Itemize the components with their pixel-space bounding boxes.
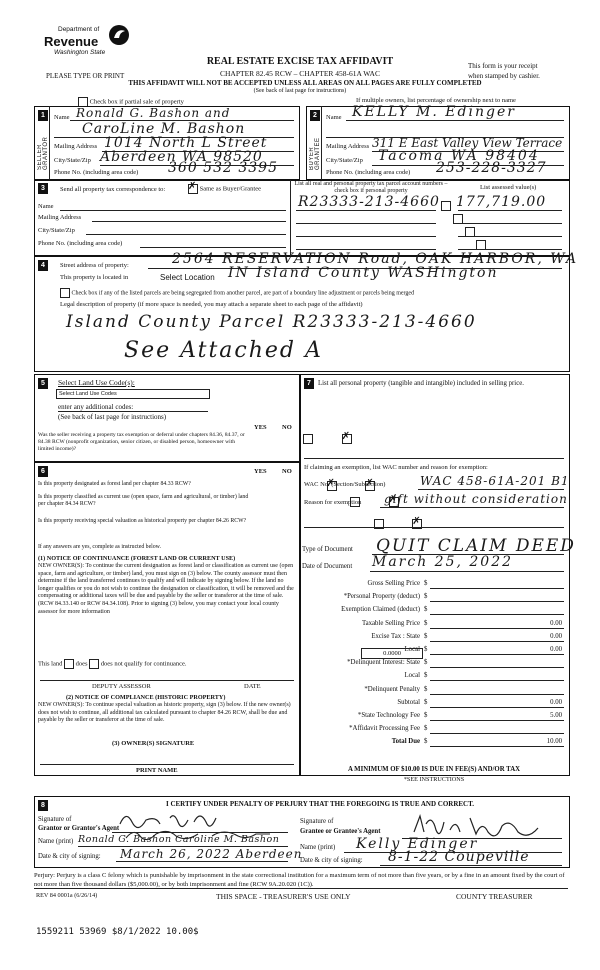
personal-property-checkbox-1[interactable]: [441, 201, 451, 211]
tax-row-value[interactable]: 5.00: [550, 712, 562, 719]
treasurer-space-label: THIS SPACE - TREASURER'S USE ONLY: [216, 892, 351, 901]
form-chapter: CHAPTER 82.45 RCW – CHAPTER 458-61A WAC: [220, 69, 380, 78]
document-date-label: Date of Document: [302, 563, 353, 570]
treasurer-stamp: 1559211 53969 $8/1/2022 10.00$: [36, 927, 199, 937]
does-label: does: [75, 660, 88, 668]
located-label: This property is located in: [60, 274, 129, 281]
parcel-number[interactable]: R23333-213-4660: [298, 194, 440, 210]
same-as-buyer-label: Same as Buyer/Grantee: [199, 185, 261, 193]
tax-row-line: [430, 667, 564, 668]
grantee-sig-label2: Grantee or Grantee's Agent: [300, 828, 381, 835]
dept-line3: Washington State: [54, 49, 106, 56]
grantor-date-label: Date & city of signing:: [38, 853, 101, 860]
tax-row-label: *Affidavit Processing Fee: [349, 725, 420, 733]
tax-row-line: [430, 694, 564, 695]
deputy-date-label: DATE: [244, 683, 261, 690]
buyer-grantee-label: BUYER GRANTEE: [309, 137, 321, 170]
tax-row-dollar: $: [424, 606, 428, 614]
tax-row-label: Excise Tax : State: [371, 632, 420, 640]
segregated-label: Check box if any of the listed parcels are being segregated from another parcel, are part of a boundary line adjustment or parcels being merged: [71, 290, 415, 297]
seller-city-label: City/State/Zip: [54, 157, 91, 164]
street-address[interactable]: 2564 RESERVATION Road, OAK HARBOR, WA: [172, 251, 579, 267]
designation-section: [34, 462, 300, 776]
tax-row-line: [430, 707, 564, 708]
multiple-owners-note: If multiple owners, list percentage of ownership next to name: [356, 97, 516, 104]
tax-row-line: [430, 746, 564, 747]
tax-row-line: [430, 654, 564, 655]
tax-row-value[interactable]: 0.00: [550, 698, 562, 706]
owner-signature-label: (3) OWNER(S) SIGNATURE: [112, 740, 195, 747]
buyer-name-label: Name: [326, 114, 342, 121]
send-correspondence-label: Send all property tax correspondence to:: [60, 186, 166, 193]
buyer-city[interactable]: Tacoma WA 98404: [378, 148, 540, 164]
tax-row-label: Subtotal: [397, 698, 420, 706]
personal-property-checkbox-2[interactable]: [453, 214, 463, 224]
notice-compliance-body: NEW OWNER(S): To continue special valuation as historic property, sign (3) below. If the new owner(s) does not wish to continue, all additional tax calculated pursuant to chapter 84.26 RCW, shall be due and payable by the seller or transferor at the time of sale.: [38, 702, 291, 724]
seller-mailing-label: Mailing Address: [54, 143, 98, 150]
does-checkbox[interactable]: [64, 659, 74, 669]
grantor-sig-label2: Grantor or Grantor's Agent: [38, 825, 120, 832]
grantee-date-city[interactable]: 8-1-22 Coupeville: [388, 849, 530, 865]
county-treasurer-label: COUNTY TREASURER: [456, 892, 533, 901]
section6-no-header: NO: [282, 468, 292, 475]
corr-phone-label: Phone No. (including area code): [38, 240, 123, 247]
parcel-header: List all real and personal property tax parcel account numbers – check box if personal property: [294, 181, 448, 194]
tax-row-line: [430, 720, 564, 721]
partial-sale-label: Check box if partial sale of property: [89, 98, 184, 106]
tax-row-label: *Delinquent Interest: State: [347, 659, 420, 667]
local-rate-input[interactable]: 0.0000: [361, 648, 423, 659]
tax-row-label: Local: [404, 646, 420, 653]
section-number-4: 4: [38, 260, 48, 271]
historic-question: Is this property receiving special valuation as historical property per chapter 84.26 RCW?: [38, 518, 247, 524]
does-not-label: does not qualify for continuance.: [100, 660, 187, 668]
legal-description-label: Legal description of property (if more space is needed, you may attach a separate sheet to each page of the affidavit): [60, 301, 363, 308]
perjury-notice: Perjury: Perjury is a class C felony which is punishable by imprisonment in the state correctional institution for a maximum term of not more than five years, or by a fine in an amount fixed by the court of not more than five thousand dollars ($5,000.00), or by both imprisonment and fine (RCW 9A.20.020 (1C)).: [34, 872, 565, 888]
grantor-sig-label1: Signature of: [38, 816, 72, 823]
document-type-label: Type of Document: [302, 546, 353, 553]
tax-row-line: [430, 588, 564, 589]
tax-row-label: Local: [404, 672, 420, 680]
tax-row-dollar: $: [424, 725, 428, 733]
wac-intro: If claiming an exemption, list WAC number and reason for exemption:: [304, 464, 488, 471]
legal-description-line1[interactable]: Island County Parcel R23333-213-4660: [66, 312, 477, 332]
buyer-phone[interactable]: 253-228-3327: [436, 160, 547, 176]
certify-statement: I CERTIFY UNDER PENALTY OF PERJURY THAT THE FOREGOING IS TRUE AND CORRECT.: [165, 800, 474, 808]
tax-row-line: [430, 628, 564, 629]
form-warning: THIS AFFIDAVIT WILL NOT BE ACCEPTED UNLESS ALL AREAS ON ALL PAGES ARE FULLY COMPLETED: [128, 79, 482, 87]
seller-mailing[interactable]: 1014 North L Street: [104, 135, 268, 151]
grantee-name-label: Name (print): [300, 844, 336, 851]
tax-row-line: [430, 614, 564, 615]
grantee-sig-label1: Signature of: [300, 818, 334, 825]
select-location-dropdown[interactable]: Select Location: [160, 273, 215, 282]
seller-phone-label: Phone No. (including area code): [54, 169, 139, 176]
tax-row-dollar: $: [424, 698, 428, 706]
seller-name-label: Name: [54, 114, 70, 121]
tax-row-value[interactable]: 0.00: [550, 632, 562, 640]
corr-name-label: Name: [38, 203, 54, 210]
personal-property-checkbox-3[interactable]: [465, 227, 475, 237]
tax-row-label: *Delinquent Penalty: [364, 685, 420, 693]
tax-row-dollar: $: [424, 685, 428, 693]
exemption-question: Was the seller receiving a property tax exemption or deferral under chapters 84.36, 84.37, or 84.38 RCW (nonprofit organization, senior citizen, or disabled person, homeowner with limited income)?: [38, 432, 245, 452]
tax-row-dollar: $: [424, 632, 428, 640]
tax-row-dollar: $: [424, 712, 428, 719]
seller-name-line2[interactable]: CaroLine M. Bashon: [82, 121, 246, 137]
tax-row-label: Taxable Selling Price: [361, 619, 420, 627]
dor-logo: [44, 22, 134, 62]
buyer-phone-label: Phone No. (including area code): [326, 169, 411, 176]
tax-row-dollar: $: [424, 672, 428, 680]
seller-grantor-label: SELLER GRANTOR: [37, 136, 49, 170]
tax-row-label: Exemption Claimed (deduct): [341, 606, 420, 614]
section5-yes-header: YES: [254, 424, 267, 431]
notice-compliance-title: (2) NOTICE OF COMPLIANCE (HISTORIC PROPERTY): [66, 694, 226, 701]
print-name-label: PRINT NAME: [136, 767, 178, 774]
buyer-city-label: City/State/Zip: [326, 157, 363, 164]
seller-city[interactable]: Aberdeen WA 98520: [100, 149, 263, 165]
grantee-date-label: Date & city of signing:: [300, 857, 363, 864]
notice-continuance-body: NEW OWNER(S): To continue the current designation as forest land or classification as current use (open space, farm and agriculture, or timber) land, you must sign on (3) below. The county assessor must then determine if the land transferred continues to qualify and will indicate by signing below. If the land no longer qualifies or you do not wish to continue the designation or classification, it will be removed and the compensating or additional taxes will be due and payable by the seller or transferor at the time of sale. (RCW 84.33.140 or RCW 84.34.108). Prior to signing (3) below, you may contact your local county assessor for more information: [38, 563, 294, 615]
see-instructions-note: *SEE INSTRUCTIONS: [403, 776, 465, 783]
tax-row-label: Total Due: [391, 738, 420, 746]
section-number-8: 8: [38, 800, 48, 811]
additional-codes-label: enter any additional codes:: [58, 403, 134, 411]
personal-property-checkbox-4[interactable]: [476, 240, 486, 250]
same-as-buyer-checkbox[interactable]: [188, 184, 198, 194]
tax-row-label: Gross Selling Price: [367, 580, 420, 587]
street-address-label: Street address of property:: [60, 262, 129, 269]
grantee-signature[interactable]: [410, 812, 560, 838]
land-use-label: Select Land Use Code(s):: [58, 378, 135, 387]
form-revision: REV 84 0001a (6/26/14): [36, 892, 98, 899]
tax-row-dollar: $: [424, 659, 428, 667]
grantor-print-name[interactable]: Ronald G. Bashon Caroline M. Bashon: [78, 834, 280, 845]
form-title: REAL ESTATE EXCISE TAX AFFIDAVIT: [206, 56, 394, 67]
land-qualify-row: [38, 659, 187, 669]
segregated-checkbox[interactable]: [60, 288, 70, 298]
section-number-7: 7: [304, 378, 314, 389]
if-yes-note: If any answers are yes, complete as instructed below.: [38, 544, 161, 550]
grantor-name-label: Name (print): [38, 838, 74, 845]
document-date[interactable]: March 25, 2022: [372, 554, 514, 570]
wac-number[interactable]: WAC 458-61A-201 B1: [420, 474, 570, 488]
dor-swirl-icon: [108, 24, 130, 46]
buyer-mailing[interactable]: 311 E East Valley View Terrace: [372, 136, 563, 150]
please-type: PLEASE TYPE OR PRINT: [46, 72, 125, 80]
reason-label: Reason for exemption: [304, 499, 362, 506]
tax-row-value[interactable]: 10.00: [546, 738, 562, 746]
tax-row-dollar: $: [424, 619, 428, 627]
buyer-mailing-label: Mailing Address: [326, 143, 370, 150]
exemption-reason[interactable]: gift without consideration: [384, 492, 568, 506]
forest-land-question: Is this property designated as forest land per chapter 84.33 RCW?: [38, 481, 191, 487]
deputy-assessor-label: DEPUTY ASSESSOR: [92, 683, 151, 690]
tax-row-dollar: $: [424, 738, 428, 746]
dept-line2: Revenue: [44, 34, 99, 49]
seller-phone[interactable]: 360 532 3395: [168, 160, 278, 176]
tax-row-line: [430, 733, 564, 734]
see-back-instructions: (See back of last page for instructions): [253, 88, 347, 94]
legal-description-line2[interactable]: See Attached A: [124, 338, 323, 363]
personal-property-label: List all personal property (tangible and intangible) included in selling price.: [318, 380, 524, 387]
buyer-name[interactable]: KELLY M. Edinger: [352, 104, 516, 120]
seller-name-line1[interactable]: Ronald G. Bashon and: [76, 106, 231, 120]
section6-yes-header: YES: [254, 468, 267, 475]
corr-city-label: City/State/Zip: [38, 227, 75, 234]
dept-line1: Department of: [58, 26, 100, 33]
assessed-header: List assessed value(s): [480, 184, 537, 191]
receipt-note-2: when stamped by cashier.: [468, 72, 540, 80]
tax-row-dollar: $: [424, 646, 428, 653]
document-type[interactable]: QUIT CLAIM DEED: [376, 536, 576, 556]
current-use-question: Is this property classified as current use (open space, farm and agricultural, or timber) land per chapter 84.34 RCW?: [38, 494, 249, 507]
does-not-checkbox[interactable]: [89, 659, 99, 669]
grantor-date-city[interactable]: March 26, 2022 Aberdeen: [120, 847, 303, 861]
tax-row-line: [430, 601, 564, 602]
section-number-1: 1: [38, 110, 48, 121]
receipt-note-1: This form is your receipt: [468, 62, 538, 70]
tax-row-dollar: $: [424, 593, 428, 601]
land-use-see-back: (See back of last page for instructions): [58, 413, 167, 421]
land-use-select[interactable]: Select Land Use Codes: [56, 389, 210, 399]
land-label: This land: [38, 660, 63, 668]
segregated-row[interactable]: [60, 288, 414, 298]
tax-row-label: *Personal Property (deduct): [343, 593, 420, 601]
tax-row-line: [430, 680, 564, 681]
section-number-6: 6: [38, 466, 48, 477]
corr-mailing-label: Mailing Address: [38, 214, 82, 221]
section5-no-header: NO: [282, 424, 292, 431]
grantee-print-name[interactable]: Kelly Edinger: [356, 836, 479, 852]
same-as-buyer-row[interactable]: [188, 184, 261, 194]
tax-row-dollar: $: [424, 580, 428, 587]
section-number-5: 5: [38, 378, 48, 389]
wac-label: WAC No. (Section/Subsection): [304, 481, 386, 488]
notice-continuance-title: (1) NOTICE OF CONTINUANCE (FOREST LAND OR CURRENT USE): [38, 555, 236, 562]
tax-row-label: *State Technology Fee: [357, 712, 420, 719]
assessed-value[interactable]: 177,719.00: [456, 194, 547, 210]
section-number-2: 2: [310, 110, 320, 121]
section-number-3: 3: [38, 183, 48, 194]
tax-row-value[interactable]: 0.00: [550, 646, 562, 653]
tax-row-value[interactable]: 0.00: [550, 619, 562, 627]
property-location[interactable]: IN Island County WASHington: [228, 265, 499, 281]
tax-row-line: [430, 641, 564, 642]
minimum-due-note: A MINIMUM OF $10.00 IS DUE IN FEE(S) AND/OR TAX: [347, 766, 521, 773]
